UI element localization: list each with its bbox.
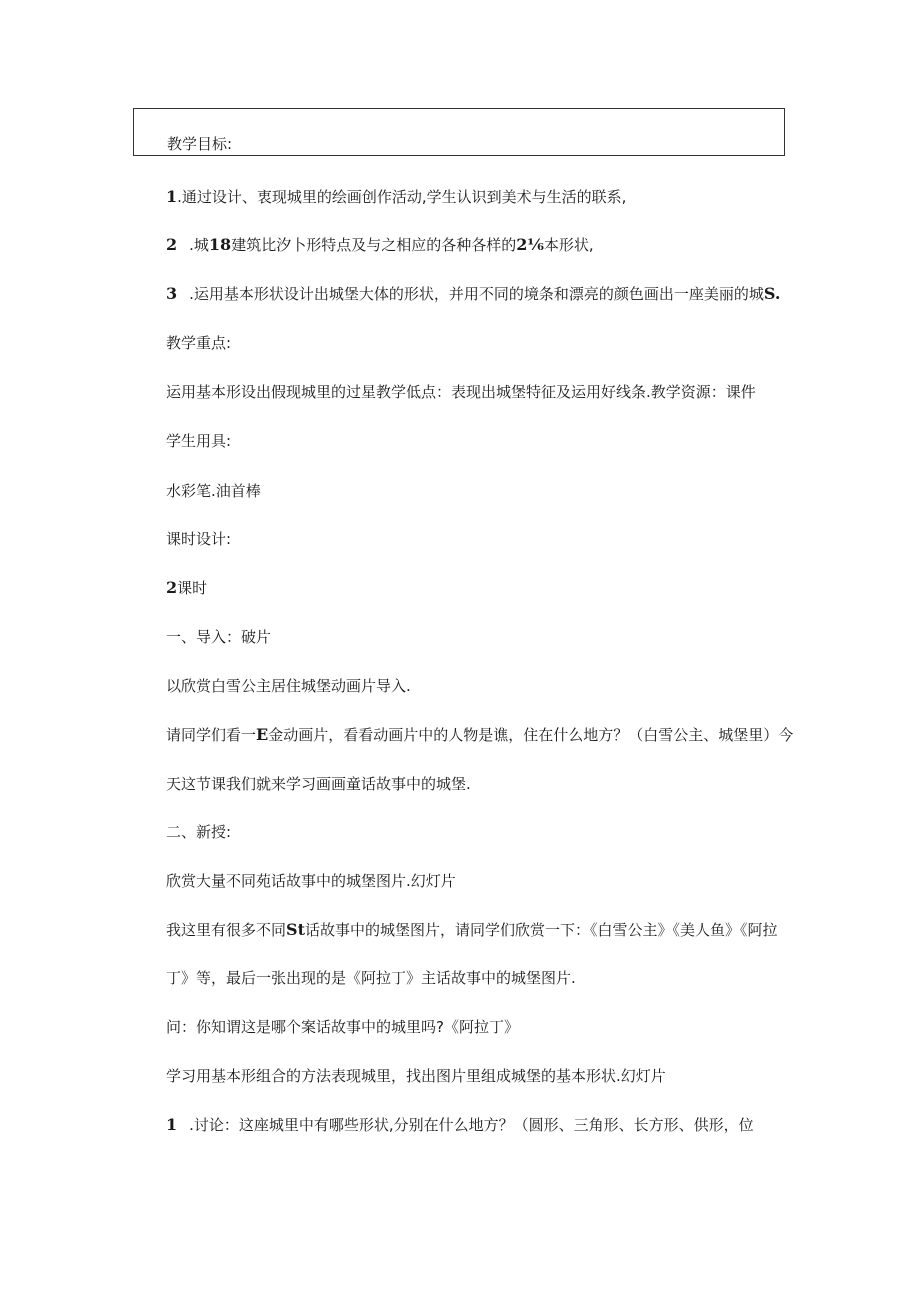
question-text: 问：你知谓这是哪个案话故事中的城里吗?《阿拉丁》 — [166, 1018, 519, 1036]
new-paragraph-line-2: 丁》等，最后一张出现的是《阿拉丁》主话故事中的城堡图片. — [166, 969, 576, 987]
lesson-count-number: 2 — [166, 578, 178, 597]
lesson-count-text: 课时 — [177, 579, 208, 597]
intro-paragraph-ocr-b: E — [256, 725, 269, 744]
basic-shapes-text: 学习用基本形组合的方法表现城里，找出图片里组成城堡的基本形状.幻灯片 — [166, 1067, 666, 1085]
objective-1-number: 1 — [166, 187, 178, 206]
objective-3-ocr-b: S. — [763, 284, 781, 303]
lesson-design-heading: 课时设计: — [166, 530, 232, 548]
new-paragraph-line-1 — [166, 920, 777, 940]
discussion-item-1-number: 1 — [166, 1115, 178, 1134]
objectives-header-box — [133, 108, 785, 156]
objective-1 — [166, 187, 626, 207]
objective-2-number: 2 — [166, 235, 178, 254]
intro-text: 以欣赏白雪公主居住城堡动画片导入. — [166, 677, 411, 695]
intro-paragraph-text-a: 请同学们看一 — [166, 726, 257, 744]
section-new-heading: 二、新授: — [166, 823, 232, 841]
objective-2-text-c: 建筑比汐卜形特点及与之相应的各种各样的 — [231, 236, 517, 254]
intro-paragraph-text-c: 金动画片，看看动画片中的人物是谯，住在什么地方？（白雪公主、城堡里）今 — [268, 726, 794, 744]
objective-2-ocr-b: 18 — [208, 235, 232, 254]
objective-3 — [166, 284, 780, 304]
key-points-heading: 教学重点: — [166, 334, 232, 352]
objective-3-text-a: .运用基本形状设计出城堡大体的形状，并用不同的境条和漂亮的颜色画出一座美丽的城 — [189, 285, 764, 303]
objective-2 — [166, 235, 594, 255]
student-tools-heading: 学生用具: — [166, 432, 232, 450]
discussion-item-1-text: .讨论：这座城里中有哪些形状,分别在什么地方？（圆形、三角形、长方形、供形，位 — [189, 1116, 754, 1134]
objective-3-number: 3 — [166, 284, 178, 303]
new-paragraph-text-c: 话故事中的城堡图片，请同学们欣赏一下：《白雪公主》《美人鱼》《阿拉 — [304, 921, 778, 939]
discussion-item-1 — [166, 1115, 754, 1135]
intro-paragraph-line-2: 天这节课我们就来学习画画童话故事中的城堡. — [166, 775, 471, 793]
objectives-heading: 教学目标: — [167, 135, 233, 153]
objective-2-text-e: 本形状, — [543, 236, 594, 254]
new-appreciation-text: 欣赏大量不同苑话故事中的城堡图片.幻灯片 — [166, 872, 456, 890]
key-points-text: 运用基本形设出假现城里的过星教学低点：表现出城堡特征及运用好线条.教学资源：课件 — [166, 383, 756, 401]
student-tools-text: 水彩笔.油首棒 — [166, 482, 261, 500]
lesson-count — [166, 578, 207, 598]
objective-2-text-a: .城 — [189, 236, 209, 254]
intro-paragraph-line-1 — [166, 725, 793, 745]
section-intro-heading: 一、导入：破片 — [166, 628, 272, 646]
new-paragraph-text-a: 我这里有很多不同 — [166, 921, 287, 939]
new-paragraph-ocr-b: St — [286, 920, 305, 939]
objective-1-text: .通过设计、衷现城里的绘画创作活动,学生认识到美术与生活的联系, — [177, 188, 627, 206]
objective-2-ocr-d: 2⅙ — [516, 235, 544, 254]
